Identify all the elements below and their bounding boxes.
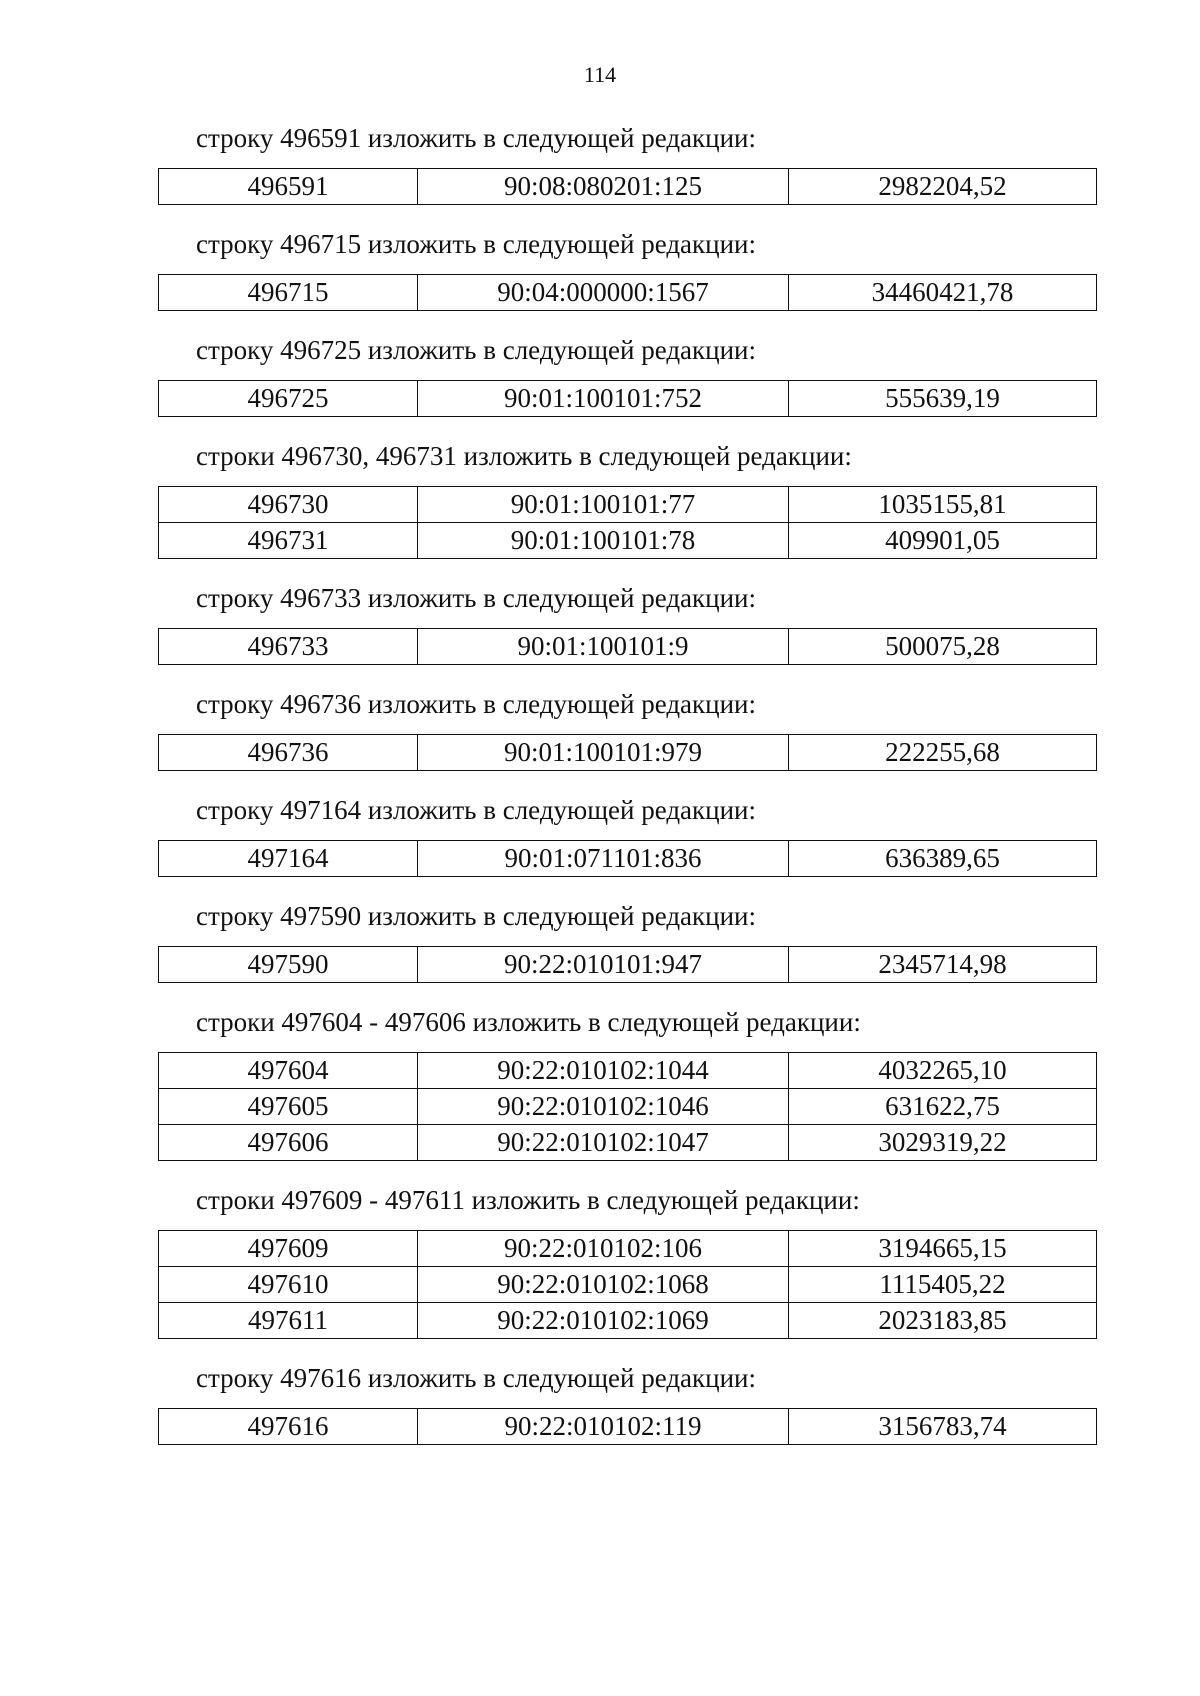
amendment-section [158,334,1093,417]
amendment-section [158,1362,1093,1445]
row-number-cell: 496591 [159,169,418,205]
amendment-section [158,1006,1093,1161]
amendment-table [158,840,1097,877]
cadastral-number-cell: 90:01:100101:77 [418,487,789,523]
row-number-cell: 496733 [159,629,418,665]
instruction-text: строки 497609 - 497611 изложить в следующей редакции: [196,1185,860,1215]
instruction-text: строку 496591 изложить в следующей редакции: [196,123,757,153]
table-row [159,1231,1097,1267]
table-row [159,1303,1097,1339]
amendment-table [158,628,1097,665]
table-row [159,629,1097,665]
row-number-cell: 497610 [159,1267,418,1303]
amendment-section [158,228,1093,311]
row-number-cell: 497590 [159,947,418,983]
row-number-cell: 496736 [159,735,418,771]
cadastral-number-cell: 90:01:100101:78 [418,523,789,559]
value-cell: 2982204,52 [789,169,1097,205]
row-number-cell: 497164 [159,841,418,877]
value-cell: 1115405,22 [789,1267,1097,1303]
value-cell: 3156783,74 [789,1409,1097,1445]
table-row [159,381,1097,417]
cadastral-number-cell: 90:01:100101:752 [418,381,789,417]
amendment-table [158,1408,1097,1445]
table-row [159,947,1097,983]
table-row [159,1125,1097,1161]
amendment-section [158,688,1093,771]
amendment-table [158,946,1097,983]
amendment-table [158,1052,1097,1161]
table-row [159,1089,1097,1125]
table-row [159,735,1097,771]
table-row [159,1267,1097,1303]
row-number-cell: 497609 [159,1231,418,1267]
cadastral-number-cell: 90:22:010102:1068 [418,1267,789,1303]
instruction-text: строки 497604 - 497606 изложить в следующей редакции: [196,1007,861,1037]
value-cell: 4032265,10 [789,1053,1097,1089]
amendment-table [158,1230,1097,1339]
table-row [159,841,1097,877]
row-number-cell: 496731 [159,523,418,559]
instruction-text: строку 497164 изложить в следующей редакции: [196,795,757,825]
amendment-section [158,900,1093,983]
table-row [159,275,1097,311]
cadastral-number-cell: 90:22:010102:119 [418,1409,789,1445]
cadastral-number-cell: 90:22:010102:1046 [418,1089,789,1125]
cadastral-number-cell: 90:22:010101:947 [418,947,789,983]
table-row [159,169,1097,205]
page-number: 114 [583,62,617,87]
table-row [159,1409,1097,1445]
value-cell: 409901,05 [789,523,1097,559]
value-cell: 1035155,81 [789,487,1097,523]
row-number-cell: 497606 [159,1125,418,1161]
instruction-text: строку 497616 изложить в следующей редакции: [196,1363,757,1393]
row-number-cell: 497604 [159,1053,418,1089]
row-number-cell: 496715 [159,275,418,311]
row-number-cell: 497605 [159,1089,418,1125]
value-cell: 2023183,85 [789,1303,1097,1339]
amendment-table [158,168,1097,205]
amendment-section [158,1184,1093,1339]
cadastral-number-cell: 90:22:010102:1047 [418,1125,789,1161]
value-cell: 500075,28 [789,629,1097,665]
row-number-cell: 497616 [159,1409,418,1445]
amendment-table [158,380,1097,417]
table-row [159,523,1097,559]
table-row [159,1053,1097,1089]
instruction-text: строку 496715 изложить в следующей редакции: [196,229,757,259]
value-cell: 631622,75 [789,1089,1097,1125]
value-cell: 555639,19 [789,381,1097,417]
cadastral-number-cell: 90:22:010102:1069 [418,1303,789,1339]
cadastral-number-cell: 90:01:100101:9 [418,629,789,665]
row-number-cell: 496725 [159,381,418,417]
amendment-section [158,582,1093,665]
instruction-text: строку 496733 изложить в следующей редакции: [196,583,757,613]
instruction-text: строки 496730, 496731 изложить в следующей редакции: [196,441,852,471]
amendment-table [158,734,1097,771]
row-number-cell: 496730 [159,487,418,523]
cadastral-number-cell: 90:22:010102:106 [418,1231,789,1267]
amendment-section [158,122,1093,205]
cadastral-number-cell: 90:01:100101:979 [418,735,789,771]
value-cell: 222255,68 [789,735,1097,771]
instruction-text: строку 497590 изложить в следующей редакции: [196,901,757,931]
value-cell: 2345714,98 [789,947,1097,983]
instruction-text: строку 496736 изложить в следующей редакции: [196,689,757,719]
amendment-table [158,274,1097,311]
amendment-table [158,486,1097,559]
value-cell: 636389,65 [789,841,1097,877]
cadastral-number-cell: 90:01:071101:836 [418,841,789,877]
value-cell: 3029319,22 [789,1125,1097,1161]
row-number-cell: 497611 [159,1303,418,1339]
cadastral-number-cell: 90:08:080201:125 [418,169,789,205]
amendment-sections [158,122,1093,1468]
cadastral-number-cell: 90:04:000000:1567 [418,275,789,311]
amendment-section [158,440,1093,559]
value-cell: 3194665,15 [789,1231,1097,1267]
table-row [159,487,1097,523]
amendment-section [158,794,1093,877]
instruction-text: строку 496725 изложить в следующей редакции: [196,335,757,365]
cadastral-number-cell: 90:22:010102:1044 [418,1053,789,1089]
value-cell: 34460421,78 [789,275,1097,311]
